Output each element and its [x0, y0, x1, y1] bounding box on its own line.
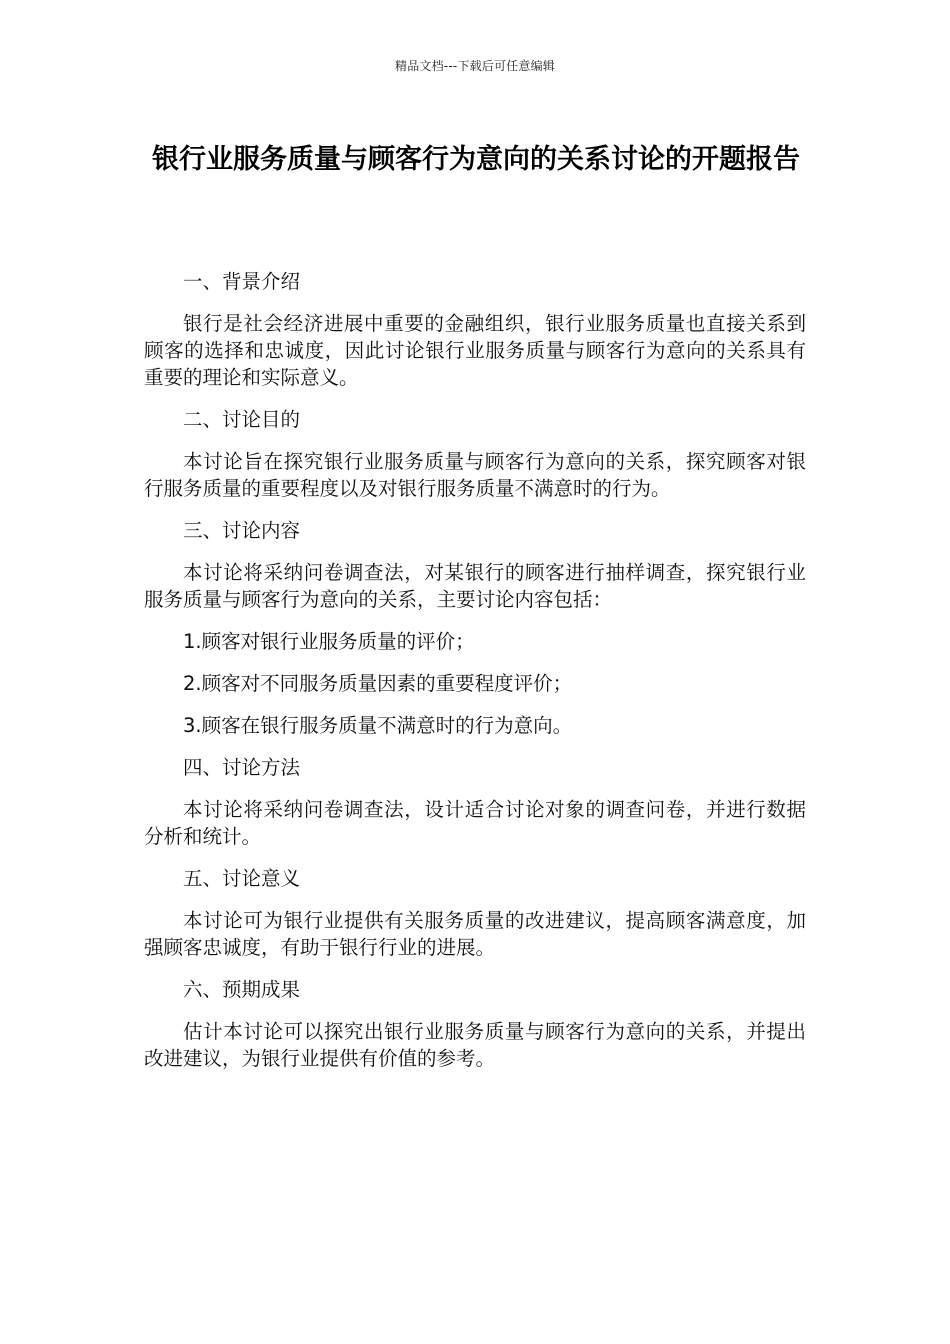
section-method	[144, 754, 806, 850]
list-item: 3.顾客在银行服务质量不满意时的行为意向。	[183, 714, 573, 737]
header-note: 精品文档---下载后可任意编辑	[395, 59, 555, 73]
section-heading: 三、讨论内容	[183, 519, 301, 542]
section-heading: 二、讨论目的	[183, 408, 301, 431]
section-paragraph: 银行是社会经济进展中重要的金融组织，银行业服务质量也直接关系到顾客的选择和忠诚度，因此讨论银行业服务质量与顾客行为意向的关系具有重要的理论和实际意义。	[144, 312, 806, 389]
section-paragraph: 本讨论旨在探究银行业服务质量与顾客行为意向的关系，探究顾客对银行服务质量的重要程度以及对银行服务质量不满意时的行为。	[144, 450, 806, 500]
section-purpose	[144, 406, 806, 502]
section-paragraph: 本讨论可为银行业提供有关服务质量的改进建议，提高顾客满意度，加强顾客忠诚度，有助于银行行业的进展。	[144, 909, 806, 959]
list-item: 2.顾客对不同服务质量因素的重要程度评价；	[183, 672, 573, 695]
section-heading: 六、预期成果	[183, 978, 301, 1001]
section-paragraph: 本讨论将采纳问卷调查法，对某银行的顾客进行抽样调查，探究银行业服务质量与顾客行为意向的关系，主要讨论内容包括：	[144, 561, 806, 611]
list-item: 1.顾客对银行业服务质量的评价；	[183, 630, 475, 653]
section-heading: 四、讨论方法	[183, 756, 301, 779]
section-heading: 五、讨论意义	[183, 867, 301, 890]
document-title: 银行业服务质量与顾客行为意向的关系讨论的开题报告	[152, 144, 800, 175]
section-content	[144, 517, 806, 739]
section-paragraph: 估计本讨论可以探究出银行业服务质量与顾客行为意向的关系，并提出改进建议，为银行业提供有价值的参考。	[144, 1020, 806, 1070]
section-expected-results	[144, 976, 806, 1072]
section-heading: 一、背景介绍	[183, 270, 301, 293]
section-background	[144, 268, 806, 391]
section-significance	[144, 865, 806, 961]
section-paragraph: 本讨论将采纳问卷调查法，设计适合讨论对象的调查问卷，并进行数据分析和统计。	[144, 798, 806, 848]
document-body	[144, 268, 806, 1087]
